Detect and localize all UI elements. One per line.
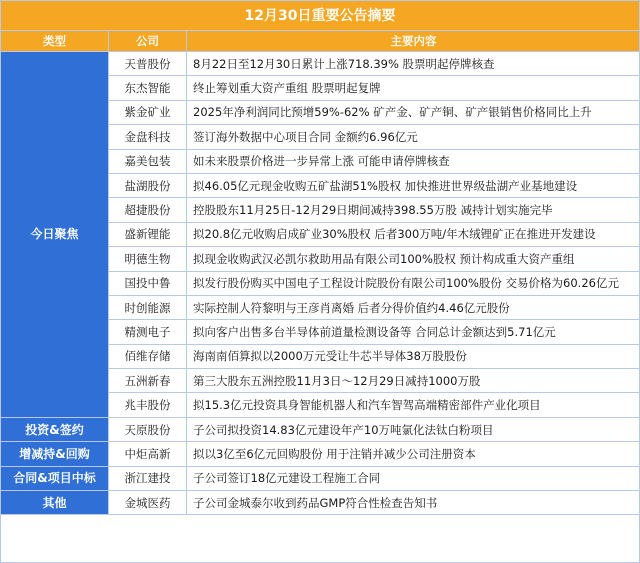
company-cell: 东杰智能 (109, 76, 187, 100)
content-cell: 实际控制人符黎明与王彦肖离婚 后者分得价值约4.46亿元股份 (187, 295, 640, 319)
company-cell: 超捷股份 (109, 198, 187, 222)
content-cell: 拟向客户出售多台半导体前道量检测设备等 合同总计金额达到5.71亿元 (187, 320, 640, 344)
category-cell: 合同&项目中标 (1, 466, 109, 490)
content-cell: 拟46.05亿元现金收购五矿盐湖51%股权 加快推进世界级盐湖产业基地建设 (187, 173, 640, 197)
content-cell: 签订海外数据中心项目合同 金额约6.96亿元 (187, 125, 640, 149)
company-cell: 时创能源 (109, 295, 187, 319)
content-cell: 拟15.3亿元投资具身智能机器人和汽车智驾高端精密部件产业化项目 (187, 393, 640, 417)
company-cell: 明德生物 (109, 247, 187, 271)
content-cell: 拟20.8亿元收购启成矿业30%股权 后者300万吨/年木绒锂矿正在推进开发建设 (187, 222, 640, 246)
company-cell: 五洲新春 (109, 369, 187, 393)
content-cell: 子公司拟投资14.83亿元建设年产10万吨氯化法钛白粉项目 (187, 417, 640, 441)
content-cell: 子公司签订18亿元建设工程施工合同 (187, 466, 640, 490)
content-cell: 8月22日至12月30日累计上涨718.39% 股票明起停牌核查 (187, 52, 640, 76)
header-content: 主要内容 (187, 31, 640, 52)
company-cell: 浙江建投 (109, 466, 187, 490)
company-cell: 盛新锂能 (109, 222, 187, 246)
page-title: 12月30日重要公告摘要 (0, 0, 640, 30)
company-cell: 紫金矿业 (109, 100, 187, 124)
header-company: 公司 (109, 31, 187, 52)
company-cell: 中炬高新 (109, 442, 187, 466)
company-cell: 嘉美包装 (109, 149, 187, 173)
company-cell: 天普股份 (109, 52, 187, 76)
content-cell: 拟现金收购武汉必凯尔救助用品有限公司100%股权 预计构成重大资产重组 (187, 247, 640, 271)
content-cell: 2025年净利润同比预增59%-62% 矿产金、矿产铜、矿产银销售价格同比上升 (187, 100, 640, 124)
content-cell: 拟发行股份购买中国电子工程设计院股份有限公司100%股份 交易价格为60.26亿元 (187, 271, 640, 295)
content-cell: 子公司金城泰尔收到药品GMP符合性检查告知书 (187, 491, 640, 515)
company-cell: 兆丰股份 (109, 393, 187, 417)
company-cell: 金盘科技 (109, 125, 187, 149)
company-cell: 金城医药 (109, 491, 187, 515)
content-cell: 第三大股东五洲控股11月3日～12月29日减持1000万股 (187, 369, 640, 393)
company-cell: 精测电子 (109, 320, 187, 344)
content-cell: 控股股东11月25日-12月29日期间减持398.55万股 减持计划实施完毕 (187, 198, 640, 222)
header-type: 类型 (1, 31, 109, 52)
company-cell: 天原股份 (109, 417, 187, 441)
company-cell: 盐湖股份 (109, 173, 187, 197)
category-cell: 增减持&回购 (1, 442, 109, 466)
content-cell: 终止筹划重大资产重组 股票明起复牌 (187, 76, 640, 100)
content-cell: 拟以3亿至6亿元回购股份 用于注销并减少公司注册资本 (187, 442, 640, 466)
category-cell: 今日聚焦 (1, 52, 109, 418)
content-cell: 海南南佰算拟以2000万元受让牛芯半导体38万股股份 (187, 344, 640, 368)
category-cell: 其他 (1, 491, 109, 515)
company-cell: 国投中鲁 (109, 271, 187, 295)
content-cell: 如未来股票价格进一步异常上涨 可能申请停牌核查 (187, 149, 640, 173)
category-cell: 投资&签约 (1, 417, 109, 441)
company-cell: 佰维存储 (109, 344, 187, 368)
